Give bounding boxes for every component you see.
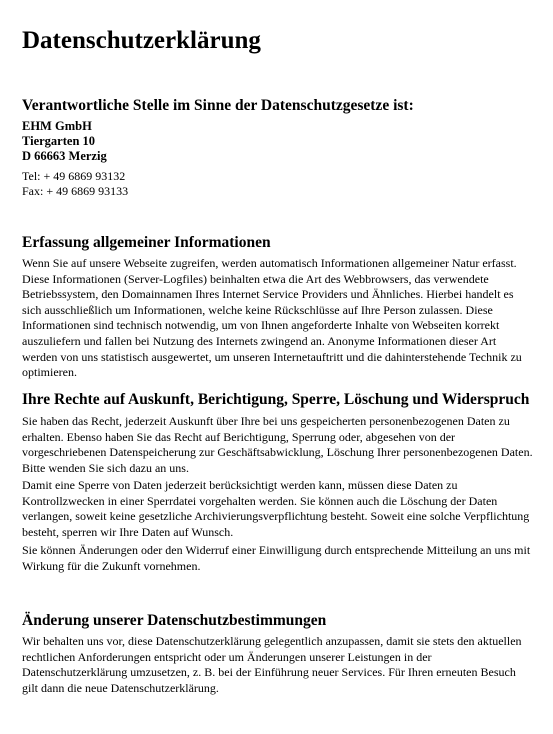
- general-info-heading: Erfassung allgemeiner Informationen: [22, 234, 271, 251]
- rights-paragraph: Sie haben das Recht, jederzeit Auskunft über Ihre bei uns gespeicherten personenbezogenen Daten zu erhalten. Ebenso haben Sie das Recht auf Berichtigung, Sperrung oder, abgesehen von der vorgeschriebenen Datenspeicherung zur Geschäftsabwicklung, Löschung Ihrer personenbezogenen Daten. Bitte wenden Sie sich dazu an uns.: [22, 414, 533, 475]
- changes-heading: Änderung unserer Datenschutzbestimmungen: [22, 612, 327, 629]
- rights-paragraph: Sie können Änderungen oder den Widerruf einer Einwilligung durch entsprechende Mitteilung an uns mit Wirkung für die Zukunft vornehmen.: [22, 543, 531, 573]
- rights-paragraph: Damit eine Sperre von Daten jederzeit berücksichtigt werden kann, müssen diese Daten zu Kontrollzwecken in einer Sperrdatei vorgehalten werden. Sie können auch die Löschung der Daten verlangen, soweit keine gesetzliche Archivierungsverpflichtung besteht. Soweit eine solche Verpflichtung besteht, sperren wir Ihre Daten auf Wunsch.: [22, 478, 530, 539]
- rights-heading: Ihre Rechte auf Auskunft, Berichtigung, Sperre, Löschung und Widerspruch: [22, 391, 530, 408]
- phone-number: Tel: + 49 6869 93132: [22, 169, 126, 183]
- street-address: Tiergarten 10: [22, 134, 96, 148]
- city-address: D 66663 Merzig: [22, 149, 107, 163]
- responsible-heading: Verantwortliche Stelle im Sinne der Datenschutzgesetze ist:: [22, 97, 414, 114]
- changes-text: Wir behalten uns vor, diese Datenschutzerklärung gelegentlich anzupassen, damit sie stets den aktuellen rechtlichen Anforderungen entspricht oder um Änderungen unserer Leistungen in der Datenschutzerklärung umzusetzen, z. B. bei der Einführung neuer Services. Für Ihren erneuten Besuch gilt dann die neue Datenschutzerklärung.: [22, 634, 522, 695]
- company-name: EHM GmbH: [22, 119, 92, 133]
- fax-number: Fax: + 49 6869 93133: [22, 184, 129, 198]
- general-info-text: Wenn Sie auf unsere Webseite zugreifen, werden automatisch Informationen allgemeiner Natur erfasst. Diese Informationen (Server-Logfiles) beinhalten etwa die Art des Webbrowsers, das verwendete Betriebssystem, den Domainnamen Ihres Internet Service Providers und Ähnliches. Hierbei handelt es sich ausschließlich um Informationen, welche keine Rückschlüsse auf Ihre Person zulassen. Diese Informationen sind technisch notwendig, um von Ihnen angeforderte Inhalte von Webseiten korrekt auszuliefern und fallen bei Nutzung des Internets zwingend an. Anonyme Informationen dieser Art werden von uns statistisch ausgewertet, um unseren Internetauftritt und die dahinterstehende Technik zu optimieren.: [22, 256, 522, 380]
- page-title: Datenschutzerklärung: [22, 27, 261, 54]
